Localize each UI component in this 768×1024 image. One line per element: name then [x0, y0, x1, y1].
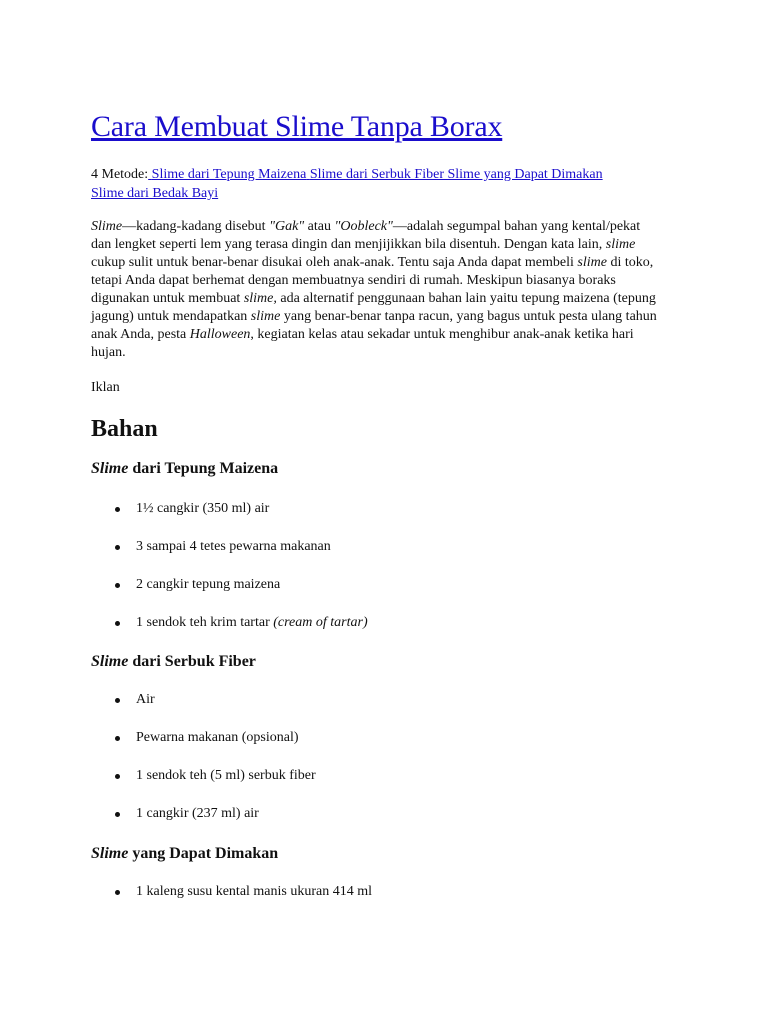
section-heading-maizena [91, 460, 278, 478]
intro-text: cukup sulit untuk benar-benar disukai oleh anak-anak. Tentu saja Anda dapat membeli [91, 255, 578, 270]
method-link-maizena[interactable] [148, 167, 602, 182]
bullet-icon [115, 890, 120, 895]
list-item-text: 1 sendok teh (5 ml) serbuk fiber [136, 768, 316, 783]
section-heading-em: Slime [91, 460, 129, 477]
section-heading-edible [91, 845, 278, 863]
bullet-icon [115, 736, 120, 741]
page-title[interactable] [91, 110, 502, 144]
intro-text: —adalah segumpal bahan yang kental/pekat dan lengket seperti lem yang terasa dingin dan menjijikkan bila disentuh. Dengan kata lain, [91, 219, 641, 252]
ad-label: Iklan [91, 380, 120, 395]
section-heading-fiber [91, 653, 256, 671]
list-item-text: 1½ cangkir (350 ml) air [136, 501, 270, 516]
page-title-text[interactable]: Cara Membuat Slime Tanpa Borax [91, 110, 503, 143]
list-item-text: 3 sampai 4 tetes pewarna makanan [136, 539, 331, 554]
bullet-icon [115, 507, 120, 512]
list-item-text: Pewarna makanan (opsional) [136, 730, 299, 745]
intro-text: "Oobleck" [334, 219, 393, 234]
list-item-text: 2 cangkir tepung maizena [136, 577, 281, 592]
section-heading-em: Slime [91, 845, 129, 862]
section-heading-rest: dari Tepung Maizena [128, 460, 279, 477]
intro-text: slime [250, 309, 281, 324]
intro-text: slime, [243, 291, 277, 306]
intro-text: —kadang-kadang disebut [122, 219, 270, 234]
intro-text: Slime [91, 219, 123, 234]
method-link-fiber-text[interactable]: Slime dari Serbuk Fiber [309, 167, 444, 182]
section-heading-rest: yang Dapat Dimakan [128, 845, 279, 862]
list-item-text: 1 sendok teh krim tartar (cream of tartar) [136, 615, 368, 630]
intro-paragraph [91, 218, 663, 362]
methods-line [91, 165, 671, 203]
intro-text: slime [577, 255, 607, 270]
section-heading-rest: dari Serbuk Fiber [128, 653, 256, 670]
bullet-icon [115, 774, 120, 779]
intro-text: yang benar-benar tanpa racun, yang bagus untuk pesta ulang tahun anak Anda, pesta [91, 309, 657, 342]
section-heading-em: Slime [91, 653, 129, 670]
bullet-icon [115, 621, 120, 626]
method-link-maizena-text[interactable]: Slime dari Tepung Maizena [151, 167, 307, 182]
bullet-icon [115, 545, 120, 550]
method-link-bedak-bayi-text[interactable]: Slime dari Bedak Bayi [91, 186, 219, 201]
bullet-icon [115, 583, 120, 588]
bullet-icon [115, 698, 120, 703]
ingredients-heading: Bahan [91, 416, 158, 442]
method-link-edible-text[interactable]: Slime yang Dapat Dimakan [447, 167, 603, 182]
list-item-text: 1 kaleng susu kental manis ukuran 414 ml [136, 884, 373, 899]
method-link-bedak-bayi[interactable] [91, 186, 218, 201]
intro-text: slime [605, 237, 636, 252]
list-item-text: 1 cangkir (237 ml) air [136, 806, 259, 821]
methods-prefix: 4 Metode: [91, 167, 149, 182]
intro-text: atau [304, 219, 335, 234]
intro-text: di toko, tetapi Anda dapat berhemat dengan membuatnya sendiri di rumah. Meskipun biasanya boraks digunakan untuk membuat [91, 255, 654, 306]
list-item-text: Air [136, 692, 155, 707]
intro-text: "Gak" [269, 219, 305, 234]
intro-text: Halloween [189, 327, 251, 342]
bullet-icon [115, 812, 120, 817]
intro-text: , kegiatan kelas atau sekadar untuk menghibur anak-anak ketika hari hujan. [91, 327, 634, 360]
intro-text: ada alternatif penggunaan bahan lain yaitu tepung maizena (tepung jagung) untuk mendapatkan [91, 291, 656, 324]
